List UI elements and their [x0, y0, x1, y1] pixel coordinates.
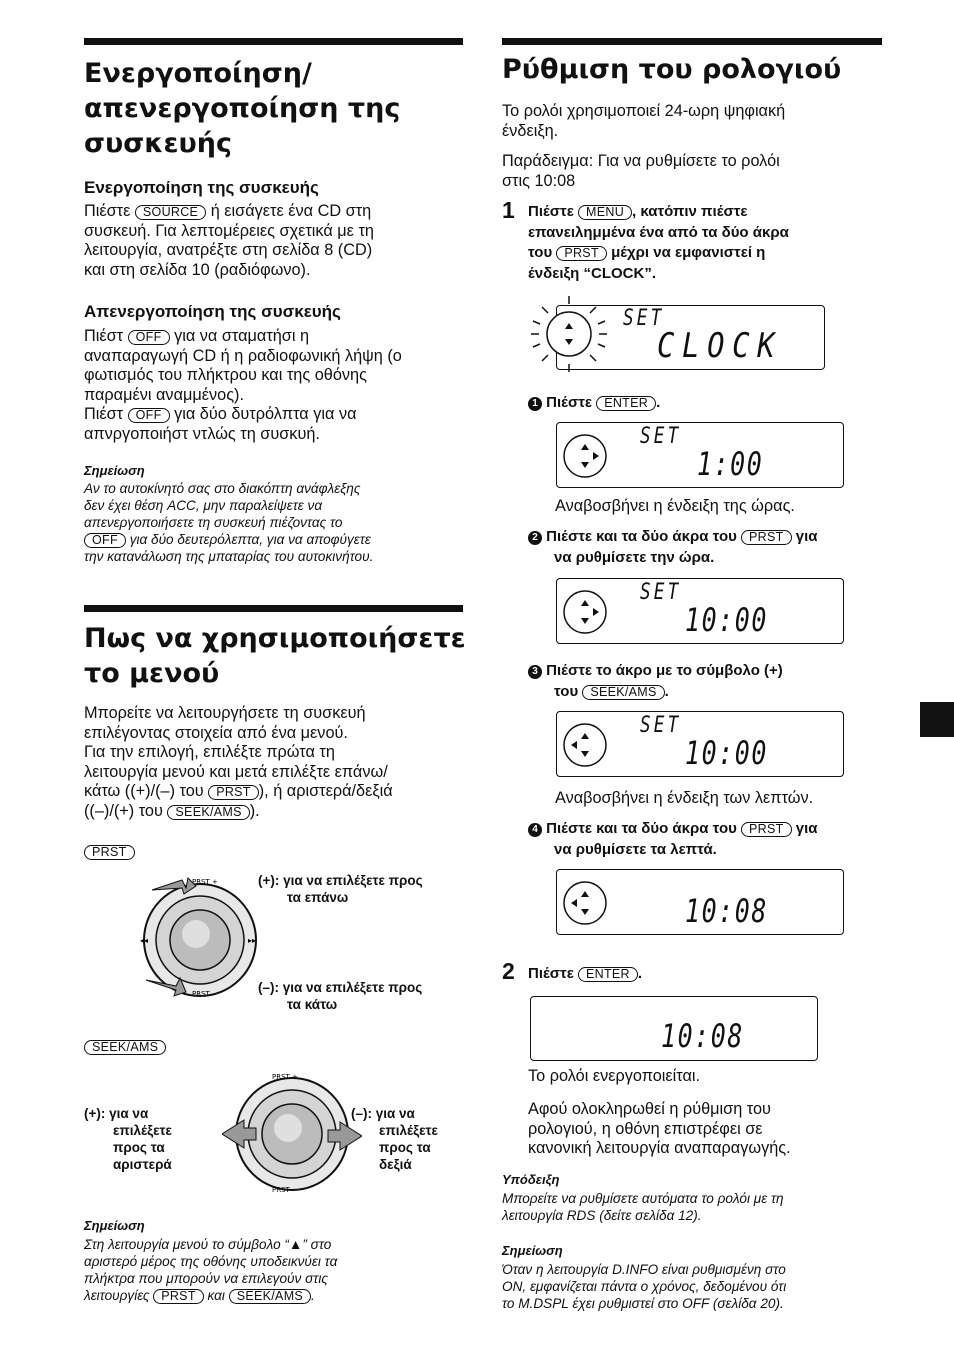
lcd-main-text: 10:00 [685, 601, 768, 639]
updown-arrow-icon [529, 294, 609, 374]
svg-text:PRST –: PRST – [272, 1186, 296, 1194]
substep-1: 1 Πιέστε ENTER . [528, 393, 660, 414]
step-number: 1 [502, 197, 515, 223]
circled-number: 1 [528, 397, 542, 411]
svg-text:PRST +: PRST + [192, 878, 218, 886]
note-text: Στη λειτουργία μενού το σύμβολο “▲” στο αριστερό μέρος της οθόνης υποδεικνύει τα πλήκτρα που μπορούν να επιλεγούν στις λειτουργίες PRST και SEEK/AMS . [84, 1237, 338, 1303]
lcd-main-text: 1:00 [697, 445, 764, 483]
lcd-display-minute-set [556, 869, 844, 935]
prst-knob-illustration [130, 868, 270, 1008]
off-key: OFF [128, 330, 170, 345]
seek-ams-key: SEEK/AMS [582, 685, 664, 700]
power-on-text: Πιέστε SOURCE ή εισάγετε ένα CD στη συσκευή. Για λεπτομέρειες σχετικά με τη λειτουργία, ανατρέξτε στη σελίδα 8 (CD) και στη σελίδα 10 (ραδιόφωνο). [84, 202, 374, 279]
seek-minus-label: (–): για να επιλέξετε προς τα δεξιά [351, 1106, 438, 1172]
step2-text: Πιέστε ENTER . [528, 965, 643, 982]
lcd-main-text: 10:00 [685, 734, 768, 772]
section-rule [84, 38, 463, 45]
section-title-clock: Ρύθμιση του ρολογιού [502, 54, 842, 85]
step1-text: Πιέστε MENU , κατόπιν πιέστε επανειλημμένα ένα από τα δύο άκρα του PRST μέχρι να εμφανιστεί η ένδειξη “CLOCK”. [528, 203, 789, 282]
subheading-power-on: Ενεργοποίηση της συσκευής [84, 178, 319, 197]
updown-left-arrow-icon [561, 879, 609, 927]
seek-ams-key: SEEK/AMS [229, 1289, 311, 1304]
lcd-set-label: SET [640, 424, 682, 449]
section-title-menu [84, 621, 466, 691]
lcd-main-text: 10:08 [661, 1017, 744, 1055]
lcd-display-clock [556, 305, 825, 370]
note-text: Αν το αυτοκίνητό σας στο διακόπτη ανάφλεξης δεν έχει θέση ACC, μην παραλείψετε να απενεργοποιήσετε τη συσκευή πιέζοντας το OFF για δύο δευτερόλεπτα, για να αποφύγετε την κατανάλωση της μπαταρίας του αυτοκινήτου. [84, 481, 374, 564]
off-key: OFF [128, 408, 170, 423]
section-rule [502, 38, 882, 45]
svg-text:PRST +: PRST + [272, 1073, 298, 1081]
enter-key: ENTER [596, 396, 656, 411]
prst-key: PRST [741, 530, 792, 545]
prst-key: PRST [153, 1289, 204, 1304]
lcd-set-label: SET [623, 306, 665, 331]
step-number: 2 [502, 958, 515, 984]
section-rule [84, 605, 463, 612]
circled-number: 4 [528, 823, 542, 837]
seek-plus-label: (+): για να επιλέξετε προς τα αριστερά [84, 1106, 172, 1172]
clock-intro: Το ρολόι χρησιμοποιεί 24-ωρη ψηφιακή ένδειξη. [502, 102, 786, 140]
caption: Το ρολόι ενεργοποιείται. [528, 1067, 701, 1085]
enter-key: ENTER [578, 967, 638, 982]
circled-number: 2 [528, 531, 542, 545]
title-line: Πως να χρησιμοποιήσετε [84, 623, 466, 654]
title-line: συσκευής [84, 128, 232, 159]
substep-2: 2 Πιέστε και τα δύο άκρα του PRST για να ρυθμίσετε την ώρα. [528, 527, 888, 568]
updown-right-arrow-icon [561, 588, 609, 636]
off-key: OFF [84, 533, 126, 548]
title-line: απενεργοποίηση της [84, 93, 401, 124]
lcd-main-text: 10:08 [685, 892, 768, 930]
clock-example: Παράδειγμα: Για να ρυθμίσετε το ρολόι στις 10:08 [502, 152, 780, 190]
seek-knob-illustration [222, 1064, 362, 1204]
circled-number: 3 [528, 665, 542, 679]
source-key: SOURCE [135, 205, 206, 220]
seek-ams-key: SEEK/AMS [84, 1040, 166, 1055]
title-line: Ενεργοποίηση/ [84, 58, 312, 89]
lcd-display-hour-set [556, 578, 844, 644]
tip-title: Υπόδειξη [502, 1172, 560, 1187]
lcd-display-hour [556, 422, 844, 488]
section-title-power [84, 56, 400, 161]
page-edge-tab [920, 702, 954, 737]
seek-ams-key: SEEK/AMS [167, 805, 249, 820]
lcd-set-label: SET [640, 580, 682, 605]
prst-key: PRST [741, 822, 792, 837]
lcd-main-text: CLOCK [657, 326, 783, 366]
svg-text:PRST –: PRST – [192, 990, 216, 998]
caption: Αναβοσβήνει η ένδειξη της ώρας. [555, 497, 795, 515]
substep-3: 3 Πιέστε το άκρο με το σύμβολο (+) του SEEK/AMS . [528, 661, 888, 702]
prst-key-label-wrap [84, 842, 135, 862]
tip-text: Μπορείτε να ρυθμίσετε αυτόματα το ρολόι με τη λειτουργία RDS (δείτε σελίδα 12). [502, 1191, 784, 1223]
updown-right-arrow-icon [561, 432, 609, 480]
lcd-display-minute [556, 711, 844, 777]
menu-intro-text: Μπορείτε να λειτουργήσετε τη συσκευή επιλέγοντας στοιχεία από ένα μενού. Για την επιλογή, επιλέξτε πρώτα τη λειτουργία μενού και μετά επιλέξτε επάνω/ κάτω ((+)/(–) του PRST ), ή αριστερά/δεξιά ((–)/(+) του SEEK/AMS ). [84, 704, 393, 820]
title-line: το μενού [84, 658, 220, 689]
menu-key: MENU [578, 205, 632, 220]
note-title: Σημείωση [84, 463, 145, 478]
caption: Αναβοσβήνει η ένδειξη των λεπτών. [555, 789, 814, 807]
updown-left-arrow-icon [561, 721, 609, 769]
note-title: Σημείωση [84, 1218, 145, 1233]
subheading-power-off: Απενεργοποίηση της συσκευής [84, 302, 341, 321]
lcd-set-label: SET [640, 713, 682, 738]
seek-key-label-wrap [84, 1037, 166, 1057]
substep-4: 4 Πιέστε και τα δύο άκρα του PRST για να ρυθμίσετε τα λεπτά. [528, 819, 888, 860]
lcd-display-final [530, 996, 818, 1061]
note-title: Σημείωση [502, 1243, 563, 1258]
after-text: Αφού ολοκληρωθεί η ρύθμιση του ρολογιού, η οθόνη επιστρέφει σε κανονική λειτουργία αναπαραγωγής. [528, 1100, 791, 1157]
svg-text:▸▸: ▸▸ [248, 936, 257, 945]
prst-plus-label: (+): για να επιλέξετε προς τα επάνω [258, 873, 423, 905]
prst-minus-label: (–): για να επιλέξετε προς τα κάτω [258, 980, 423, 1012]
note-text: Όταν η λειτουργία D.INFO είναι ρυθμισμένη στο ON, εμφανίζεται πάντα ο χρόνος, δεδομένου ότι το M.DSPL έχει ρυθμιστεί στο OFF (σελίδα 20). [502, 1262, 787, 1311]
prst-key: PRST [84, 845, 135, 860]
svg-text:◂◂: ◂◂ [140, 936, 149, 945]
power-off-text: Πιέστ OFF για να σταματήσι η αναπαραγωγή CD ή η ραδιοφωνική λήψη (ο φωτισμός του πλήκτρου και της οθόνης παραμένι αναμμένος). Πιέστ OFF για δύο δυτρόλπτα για να απνργοποιήστ ντλώς τη συσκυή. [84, 327, 402, 443]
prst-key: PRST [556, 246, 607, 261]
prst-key: PRST [208, 785, 259, 800]
